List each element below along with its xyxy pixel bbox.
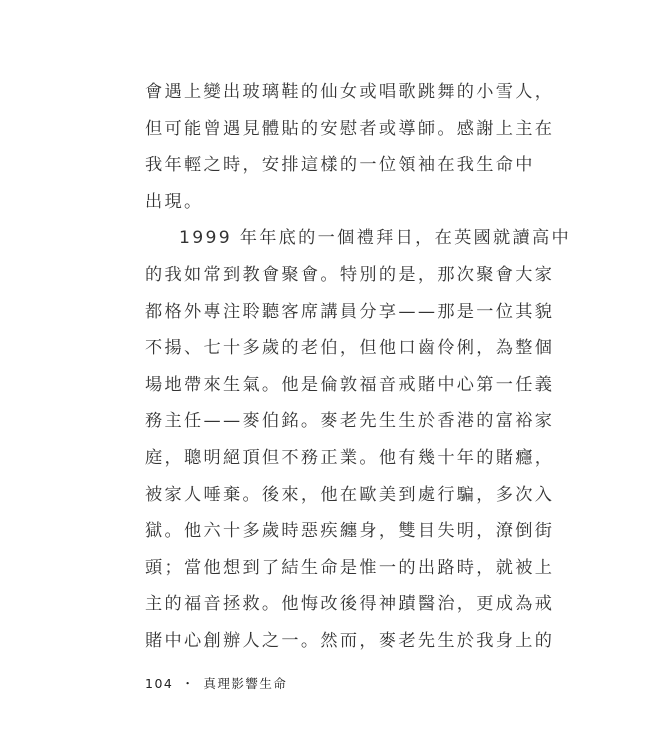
text-line: 但可能曾遇見體貼的安慰者或導師。感謝上主在	[145, 118, 555, 139]
text-line: 庭，聰明絕頂但不務正業。他有幾十年的賭癮，	[145, 447, 555, 468]
page-body	[145, 74, 571, 660]
text-line: 不揚、七十多歲的老伯，但他口齒伶俐，為整個	[145, 338, 555, 359]
text-line: 務主任——麥伯銘。麥老先生生於香港的富裕家	[145, 411, 555, 432]
text-line: 獄。他六十多歲時惡疾纏身，雙目失明，潦倒街	[145, 521, 555, 542]
footer-separator: ・	[181, 676, 196, 691]
text-line: 的我如常到教會聚會。特別的是，那次聚會大家	[145, 264, 555, 285]
text-line: 被家人唾棄。後來，他在歐美到處行騙，多次入	[145, 484, 555, 505]
book-title: 真理影響生命	[203, 676, 288, 691]
text-line: 會遇上變出玻璃鞋的仙女或唱歌跳舞的小雪人，	[145, 82, 555, 102]
text-line: 頭；當他想到了結生命是惟一的出路時，就被上	[145, 557, 555, 578]
paragraph-start-line: 1999 年年底的一個禮拜日，在英國就讀高中	[179, 228, 571, 249]
page-footer	[145, 674, 287, 692]
text-line: 主的福音拯救。他悔改後得神蹟醫治，更成為戒	[145, 594, 555, 615]
text-line: 場地帶來生氣。他是倫敦福音戒賭中心第一任義	[145, 374, 555, 395]
text-line: 賭中心創辦人之一。然而，麥老先生於我身上的	[145, 630, 555, 651]
text-line: 出現。	[145, 191, 204, 212]
text-line: 我年輕之時，安排這樣的一位領袖在我生命中	[145, 155, 535, 176]
text-line: 都格外專注聆聽客席講員分享——那是一位其貌	[145, 301, 555, 322]
page-number: 104	[145, 676, 174, 691]
